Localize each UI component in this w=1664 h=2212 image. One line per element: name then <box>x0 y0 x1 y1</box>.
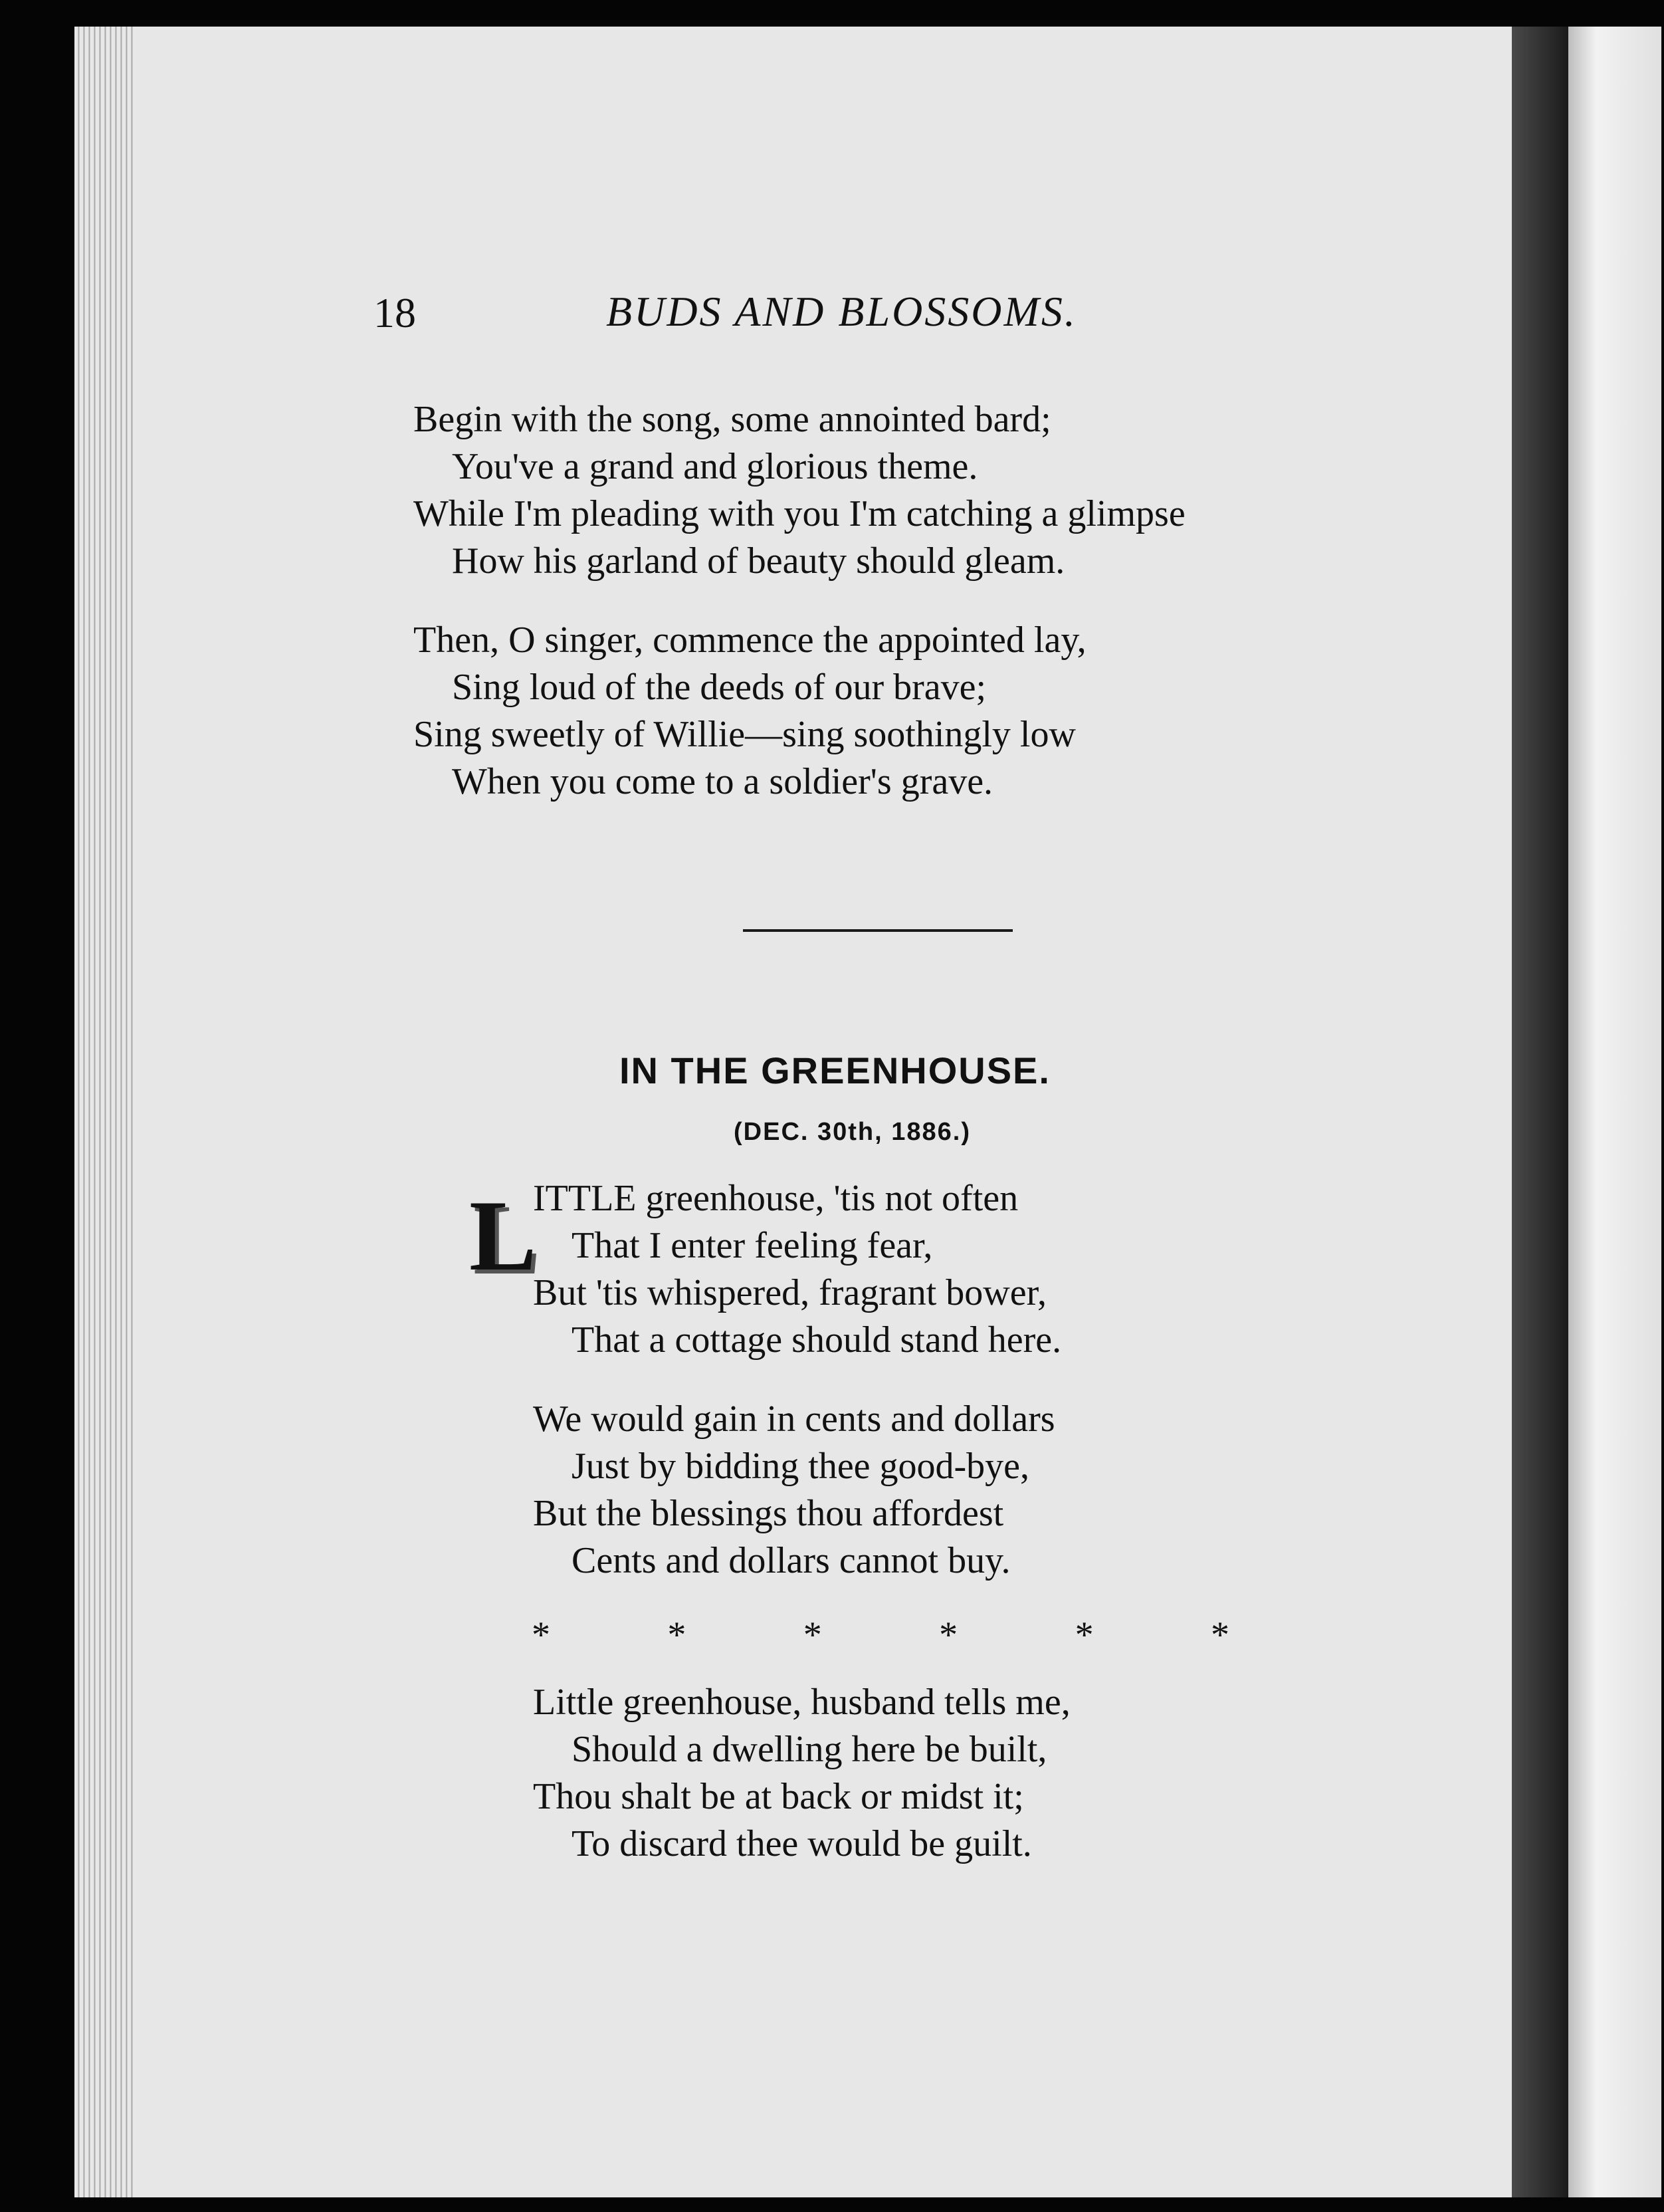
book-page <box>136 27 1512 2197</box>
verse-line: You've a grand and glorious theme. <box>452 446 978 487</box>
stanza <box>413 617 1087 806</box>
verse-line: Cents and dollars cannot buy. <box>572 1540 1011 1581</box>
asterisk: * <box>667 1614 686 1656</box>
verse-line: But the blessings thou affordest <box>533 1493 1004 1534</box>
verse-line: Sing sweetly of Willie—sing soothingly low <box>413 714 1076 755</box>
next-page-edge <box>1568 27 1661 2197</box>
verse-line: Then, O singer, commence the appointed lay, <box>413 619 1087 661</box>
verse-line: That I enter feeling fear, <box>572 1225 933 1266</box>
verse-line: Little greenhouse, husband tells me, <box>533 1682 1071 1723</box>
asterism-separator <box>532 1614 1229 1654</box>
verse-line: ITTLE greenhouse, 'tis not often <box>533 1178 1019 1219</box>
verse-line: Should a dwelling here be built, <box>572 1729 1047 1770</box>
verse-line: We would gain in cents and dollars <box>533 1398 1055 1440</box>
stanza <box>533 1679 1071 1868</box>
verse-line: How his garland of beauty should gleam. <box>452 540 1065 582</box>
asterisk: * <box>1210 1614 1229 1656</box>
stanza <box>533 1175 1061 1364</box>
poem-title: IN THE GREENHOUSE. <box>619 1050 1051 1091</box>
page-number: 18 <box>373 289 416 336</box>
asterisk: * <box>532 1614 550 1656</box>
asterisk: * <box>803 1614 822 1656</box>
stanza <box>413 396 1186 585</box>
asterisk: * <box>939 1614 958 1656</box>
verse-line: But 'tis whispered, fragrant bower, <box>533 1272 1047 1313</box>
verse-line: To discard thee would be guilt. <box>572 1823 1032 1864</box>
verse-line: While I'm pleading with you I'm catching a glimpse <box>413 493 1186 534</box>
verse-line: Thou shalt be at back or midst it; <box>533 1776 1024 1817</box>
section-divider <box>743 929 1013 932</box>
running-head: BUDS AND BLOSSOMS. <box>606 288 1077 335</box>
verse-line: Sing loud of the deeds of our brave; <box>452 667 987 708</box>
page-gutter-shadow <box>1512 27 1568 2197</box>
asterisk: * <box>1075 1614 1094 1656</box>
drop-cap: L <box>469 1180 537 1291</box>
verse-line: Just by bidding thee good-bye, <box>572 1446 1030 1487</box>
verse-line: When you come to a soldier's grave. <box>452 761 993 802</box>
verse-line: That a cottage should stand here. <box>572 1319 1062 1361</box>
verse-line: Begin with the song, some annointed bard; <box>413 399 1051 440</box>
poem-date: (DEC. 30th, 1886.) <box>734 1118 971 1146</box>
stanza <box>533 1396 1055 1585</box>
